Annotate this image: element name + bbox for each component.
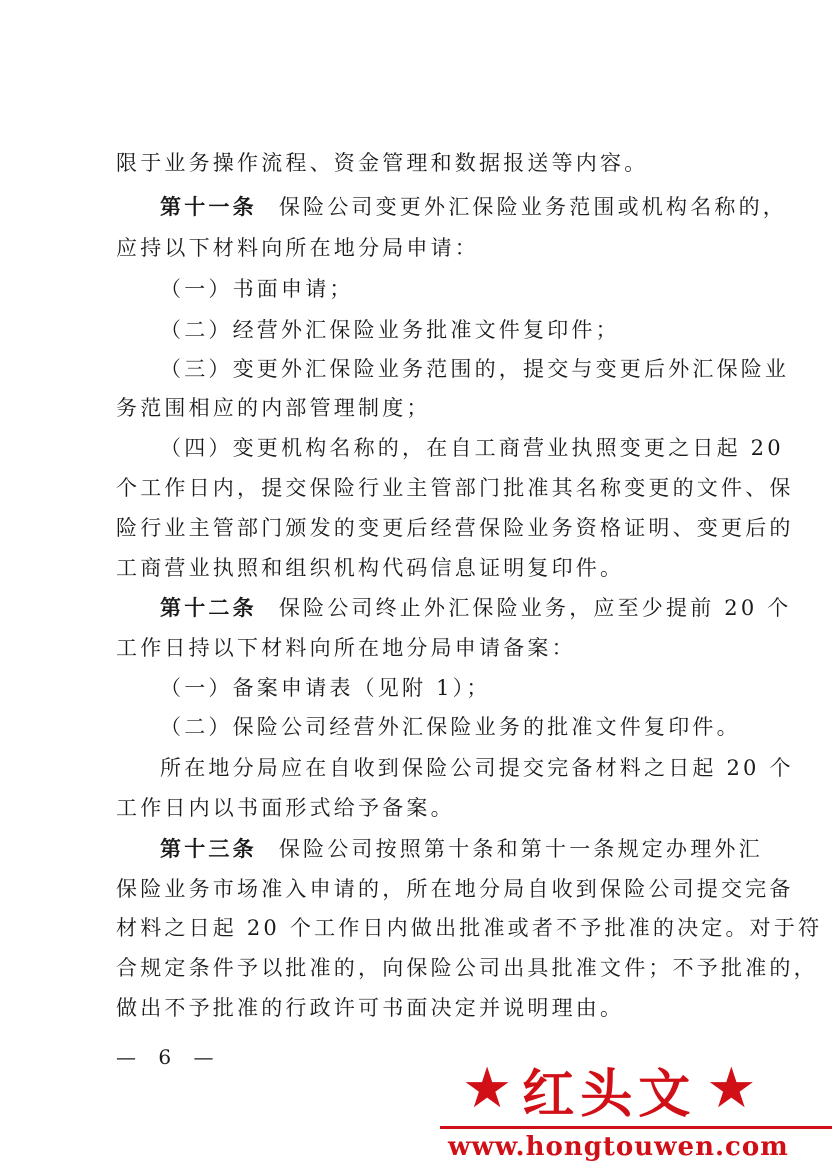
text-line: （二）保险公司经营外汇保险业务的批准文件复印件。 — [160, 715, 741, 739]
article-text: 保险公司变更外汇保险业务范围或机构名称的， — [278, 195, 788, 219]
text-line: 务范围相应的内部管理制度； — [116, 396, 431, 420]
watermark-title: 红头文 — [522, 1063, 697, 1125]
watermark — [440, 1052, 832, 1169]
text-line: 险行业主管部门颁发的变更后经营保险业务资格证明、变更后的 — [116, 516, 794, 540]
text-line: 限于业务操作流程、资金管理和数据报送等内容。 — [116, 151, 649, 175]
text-line: （三）变更外汇保险业务范围的，提交与变更后外汇保险业 — [160, 357, 790, 381]
article-text: 保险公司终止外汇保险业务，应至少提前 20 个 — [278, 596, 792, 620]
text-line: （一）书面申请； — [160, 277, 354, 301]
text-line: 工作日内以书面形式给予备案。 — [116, 796, 455, 820]
watermark-banner — [462, 1052, 822, 1126]
text-line: （二）经营外汇保险业务批准文件复印件； — [160, 318, 620, 342]
watermark-url: www.hongtouwen.com — [448, 1132, 789, 1162]
text-line: 工作日持以下材料向所在地分局申请备案： — [116, 636, 576, 660]
text-line: （一）备案申请表（见附 1）； — [160, 676, 491, 700]
text-line: 做出不予批准的行政许可书面决定并说明理由。 — [116, 996, 625, 1020]
article-heading: 第十一条 — [160, 194, 257, 219]
article-11-line — [160, 192, 788, 222]
text-line: （四）变更机构名称的，在自工商营业执照变更之日起 20 — [160, 436, 784, 460]
text-line: 所在地分局应在自收到保险公司提交完备材料之日起 20 个 — [160, 756, 794, 780]
article-heading: 第十三条 — [160, 836, 257, 861]
text-line: 应持以下材料向所在地分局申请： — [116, 236, 479, 260]
watermark-divider — [440, 1126, 832, 1129]
star-icon: ★ — [462, 1056, 513, 1121]
text-line: 工商营业执照和组织机构代码信息证明复印件。 — [116, 556, 625, 580]
text-line: 个工作日内，提交保险行业主管部门批准其名称变更的文件、保 — [116, 476, 794, 500]
text-line: 合规定条件予以批准的，向保险公司出具批准文件；不予批准的， — [116, 956, 818, 980]
article-text: 保险公司按照第十条和第十一条规定办理外汇 — [278, 837, 763, 861]
article-12-line — [160, 593, 792, 623]
text-line: 材料之日起 20 个工作日内做出批准或者不予批准的决定。对于符 — [116, 916, 823, 940]
text-line: 保险业务市场准入申请的，所在地分局自收到保险公司提交完备 — [116, 877, 794, 901]
star-icon: ★ — [706, 1056, 757, 1121]
article-13-line — [160, 834, 763, 864]
page-number: — 6 — — [116, 1045, 222, 1069]
article-heading: 第十二条 — [160, 595, 257, 620]
